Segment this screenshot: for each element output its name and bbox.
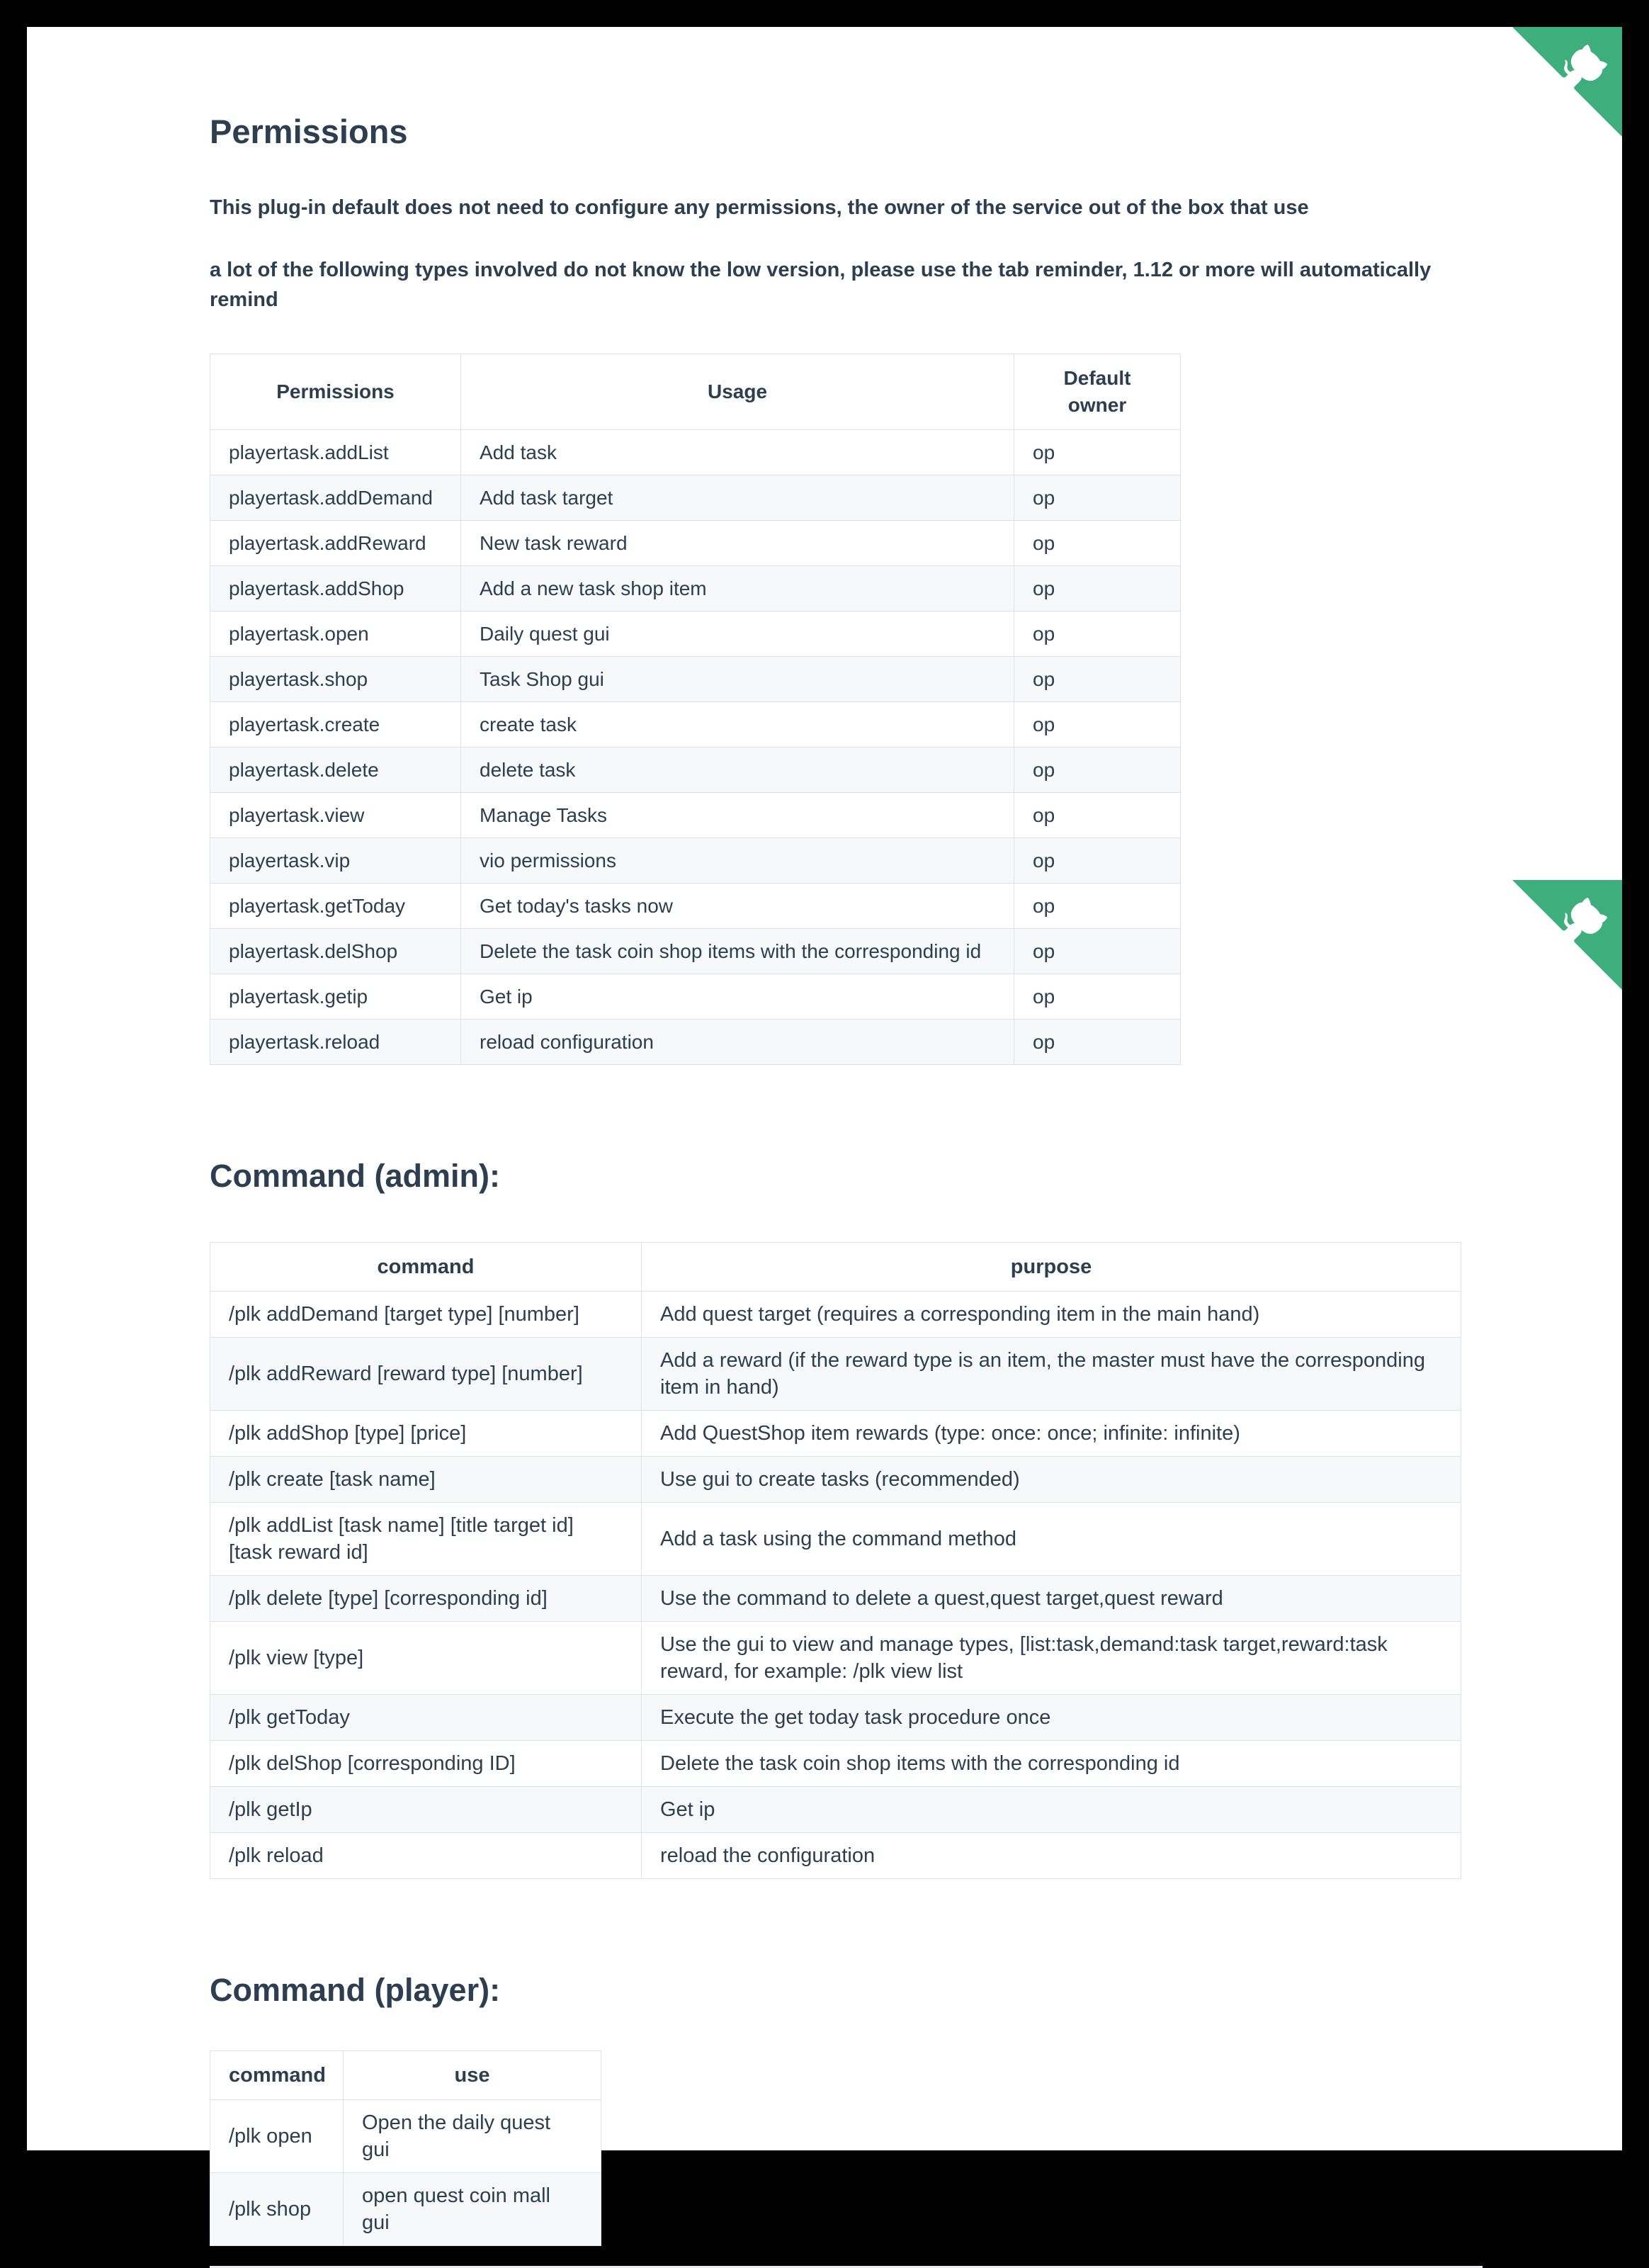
column-header-command: command [210,1242,642,1291]
column-header-usage: Usage [461,354,1014,429]
cell-permission: playertask.addShop [210,565,461,611]
table-row [210,883,1181,928]
cell-usage: Add task [461,429,1014,475]
cell-purpose: Use gui to create tasks (recommended) [642,1456,1461,1502]
cell-usage: Get today's tasks now [461,883,1014,928]
cell-permission: playertask.delete [210,747,461,792]
table-row [210,1740,1461,1786]
table-row [210,1291,1461,1337]
table-row [210,701,1181,747]
table-row [210,792,1181,837]
table-row [210,928,1181,974]
page-title: Permissions [210,113,408,150]
table-row [210,1410,1461,1456]
cell-purpose: Add a task using the command method [642,1502,1461,1575]
table-row [210,429,1181,475]
cell-command: /plk create [task name] [210,1456,642,1502]
table-row [210,1502,1461,1575]
table-header-row [210,1242,1461,1291]
intro-paragraph-1: This plug-in default does not need to configure any permissions, the owner of the service out of the box that use [210,196,1309,220]
table-row [210,837,1181,883]
cell-permission: playertask.create [210,701,461,747]
cell-command: /plk getToday [210,1694,642,1740]
cell-owner: op [1014,429,1181,475]
cell-command: /plk delShop [corresponding ID] [210,1740,642,1786]
cell-owner: op [1014,475,1181,520]
table-row [210,1694,1461,1740]
table-row [210,747,1181,792]
cell-usage: Add a new task shop item [461,565,1014,611]
section-title-player-commands: Command (player): [210,1971,501,2008]
table-header-row [210,354,1181,429]
table-row [210,475,1181,520]
cell-owner: op [1014,747,1181,792]
cell-use: open quest coin mall gui [344,2172,601,2245]
column-header-command: command [210,2050,344,2099]
cell-permission: playertask.addReward [210,520,461,565]
table-row [210,2172,601,2245]
column-header-purpose: purpose [642,1242,1461,1291]
cell-owner: op [1014,656,1181,701]
intro-paragraph-2: a lot of the following types involved do not know the low version, please use the tab reminder, 1.12 or more will automatically remind [210,259,1432,312]
cell-purpose: Get ip [642,1786,1461,1832]
cell-command: /plk getIp [210,1786,642,1832]
column-header-use: use [344,2050,601,2099]
github-octocat-corner-icon [1512,880,1622,990]
cell-command: /plk shop [210,2172,344,2245]
cell-purpose: Execute the get today task procedure once [642,1694,1461,1740]
cell-usage: create task [461,701,1014,747]
page-content [27,27,1483,2268]
github-corner-link-2[interactable] [1512,880,1622,990]
cell-purpose: Delete the task coin shop items with the corresponding id [642,1740,1461,1786]
table-row [210,1456,1461,1502]
column-header-default-owner: Default owner [1014,354,1181,429]
cell-permission: playertask.getip [210,974,461,1019]
cell-permission: playertask.open [210,611,461,656]
cell-owner: op [1014,611,1181,656]
permissions-table [210,354,1181,1065]
cell-usage: Task Shop gui [461,656,1014,701]
table-row [210,565,1181,611]
cell-owner: op [1014,883,1181,928]
cell-permission: playertask.addDemand [210,475,461,520]
cell-command: /plk open [210,2099,344,2172]
cell-owner: op [1014,1019,1181,1064]
table-header-row [210,2050,601,2099]
cell-permission: playertask.view [210,792,461,837]
table-row [210,1786,1461,1832]
cell-command: /plk addReward [reward type] [number] [210,1337,642,1410]
table-row [210,1337,1461,1410]
cell-owner: op [1014,565,1181,611]
cell-owner: op [1014,974,1181,1019]
cell-purpose: Add QuestShop item rewards (type: once: once; infinite: infinite) [642,1410,1461,1456]
cell-usage: Daily quest gui [461,611,1014,656]
table-row [210,611,1181,656]
document-page [27,27,1622,2234]
cell-permission: playertask.vip [210,837,461,883]
cell-usage: delete task [461,747,1014,792]
cell-permission: playertask.shop [210,656,461,701]
cell-permission: playertask.delShop [210,928,461,974]
cell-usage: Manage Tasks [461,792,1014,837]
cell-usage: Get ip [461,974,1014,1019]
cell-purpose: Add quest target (requires a corresponding item in the main hand) [642,1291,1461,1337]
cell-command: /plk reload [210,1832,642,1878]
table-row [210,974,1181,1019]
admin-commands-table [210,1242,1461,1879]
cell-owner: op [1014,792,1181,837]
table-row [210,2099,601,2172]
github-octocat-corner-icon [1512,27,1622,137]
github-corner-link[interactable] [1512,27,1622,137]
cell-owner: op [1014,701,1181,747]
cell-usage: reload configuration [461,1019,1014,1064]
cell-owner: op [1014,837,1181,883]
cell-command: /plk delete [type] [corresponding id] [210,1575,642,1621]
table-row [210,656,1181,701]
cell-usage: Add task target [461,475,1014,520]
cell-permission: playertask.getToday [210,883,461,928]
cell-command: /plk addShop [type] [price] [210,1410,642,1456]
cell-use: Open the daily quest gui [344,2099,601,2172]
table-row [210,1832,1461,1878]
cell-usage: Delete the task coin shop items with the corresponding id [461,928,1014,974]
cell-purpose: reload the configuration [642,1832,1461,1878]
cell-usage: New task reward [461,520,1014,565]
section-title-admin-commands: Command (admin): [210,1157,500,1194]
cell-owner: op [1014,928,1181,974]
cell-usage: vio permissions [461,837,1014,883]
cell-command: /plk addDemand [target type] [number] [210,1291,642,1337]
cell-purpose: Use the gui to view and manage types, [list:task,demand:task target,reward:task reward, for example: /plk view list [642,1621,1461,1694]
cell-permission: playertask.addList [210,429,461,475]
page-bottom-divider [210,2266,1483,2268]
cell-purpose: Use the command to delete a quest,quest target,quest reward [642,1575,1461,1621]
player-commands-table [210,2050,601,2246]
cell-command: /plk view [type] [210,1621,642,1694]
table-row [210,520,1181,565]
cell-command: /plk addList [task name] [title target id] [task reward id] [210,1502,642,1575]
table-row [210,1621,1461,1694]
cell-purpose: Add a reward (if the reward type is an item, the master must have the corresponding item in hand) [642,1337,1461,1410]
cell-permission: playertask.reload [210,1019,461,1064]
table-row [210,1019,1181,1064]
cell-owner: op [1014,520,1181,565]
column-header-permissions: Permissions [210,354,461,429]
table-row [210,1575,1461,1621]
